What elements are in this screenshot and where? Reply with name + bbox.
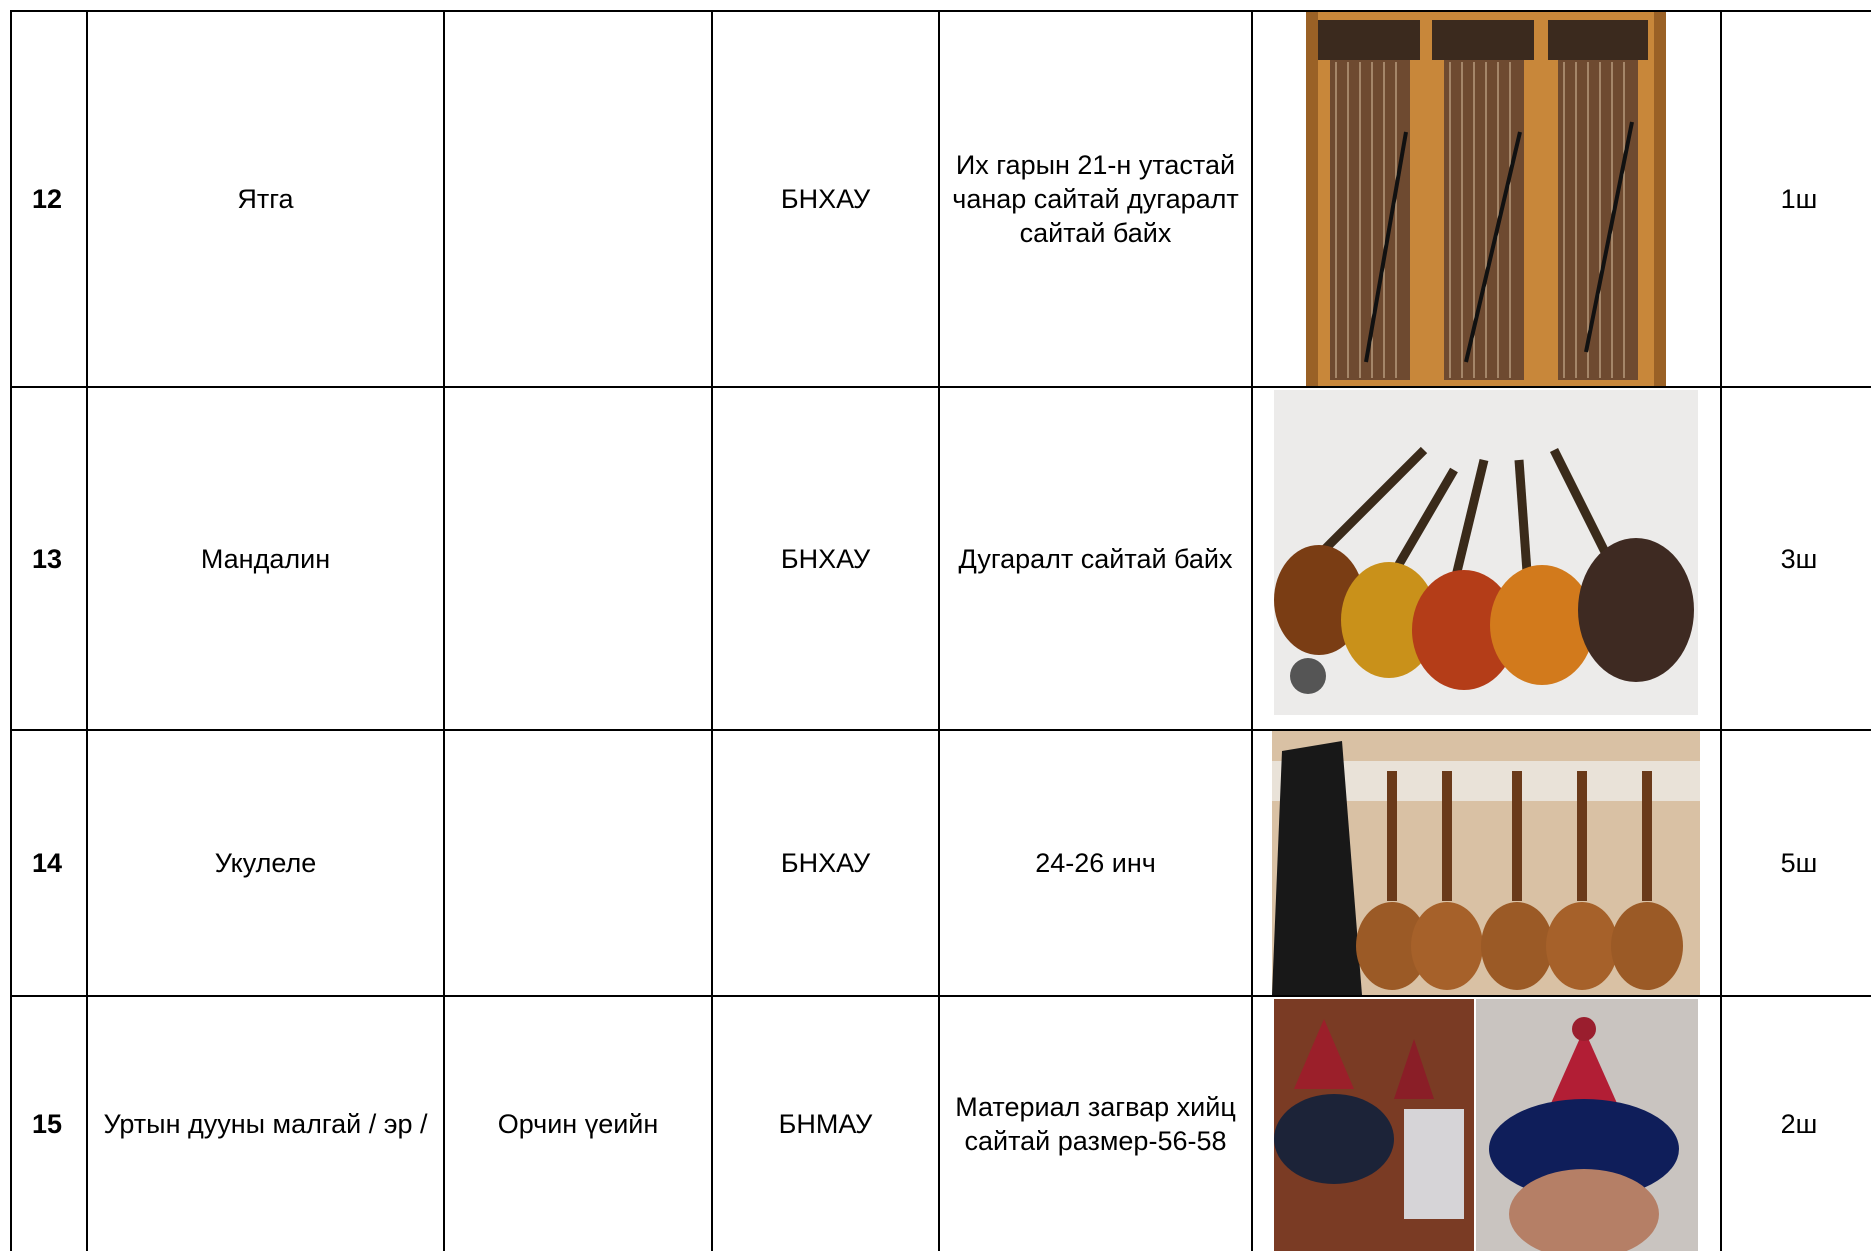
item-quantity: 3ш [1721,387,1871,730]
item-spec: Материал загвар хийц сайтай размер-56-58 [939,996,1252,1251]
item-spec: Дугаралт сайтай байх [939,387,1252,730]
table-row [11,996,1871,1251]
item-image-cell [1252,11,1721,387]
item-quantity: 5ш [1721,730,1871,996]
item-type [444,730,712,996]
row-number: 13 [11,387,87,730]
table-row [11,730,1871,996]
item-origin: БНХАУ [712,387,939,730]
item-quantity: 2ш [1721,996,1871,1251]
mandolin-photo [1274,390,1698,715]
instrument-table [10,10,1871,1251]
item-image-cell [1252,730,1721,996]
item-type [444,387,712,730]
item-name: Уртын дууны малгай / эр / [87,996,444,1251]
item-origin: БНХАУ [712,730,939,996]
table-row [11,387,1871,730]
item-type: Орчин үеийн [444,996,712,1251]
item-image-cell [1252,387,1721,730]
item-type [444,11,712,387]
row-number: 14 [11,730,87,996]
item-spec: Их гарын 21-н утастай чанар сайтай дугаралт сайтай байх [939,11,1252,387]
item-name: Мандалин [87,387,444,730]
item-origin: БНХАУ [712,11,939,387]
table-row [11,11,1871,387]
item-name: Ятга [87,11,444,387]
ukulele-photo [1272,731,1700,995]
yatga-photo [1306,12,1666,386]
row-number: 12 [11,11,87,387]
item-image-cell [1252,996,1721,1251]
row-number: 15 [11,996,87,1251]
item-origin: БНМАУ [712,996,939,1251]
item-name: Укулеле [87,730,444,996]
item-quantity: 1ш [1721,11,1871,387]
hat-photo [1274,999,1698,1251]
item-spec: 24-26 инч [939,730,1252,996]
